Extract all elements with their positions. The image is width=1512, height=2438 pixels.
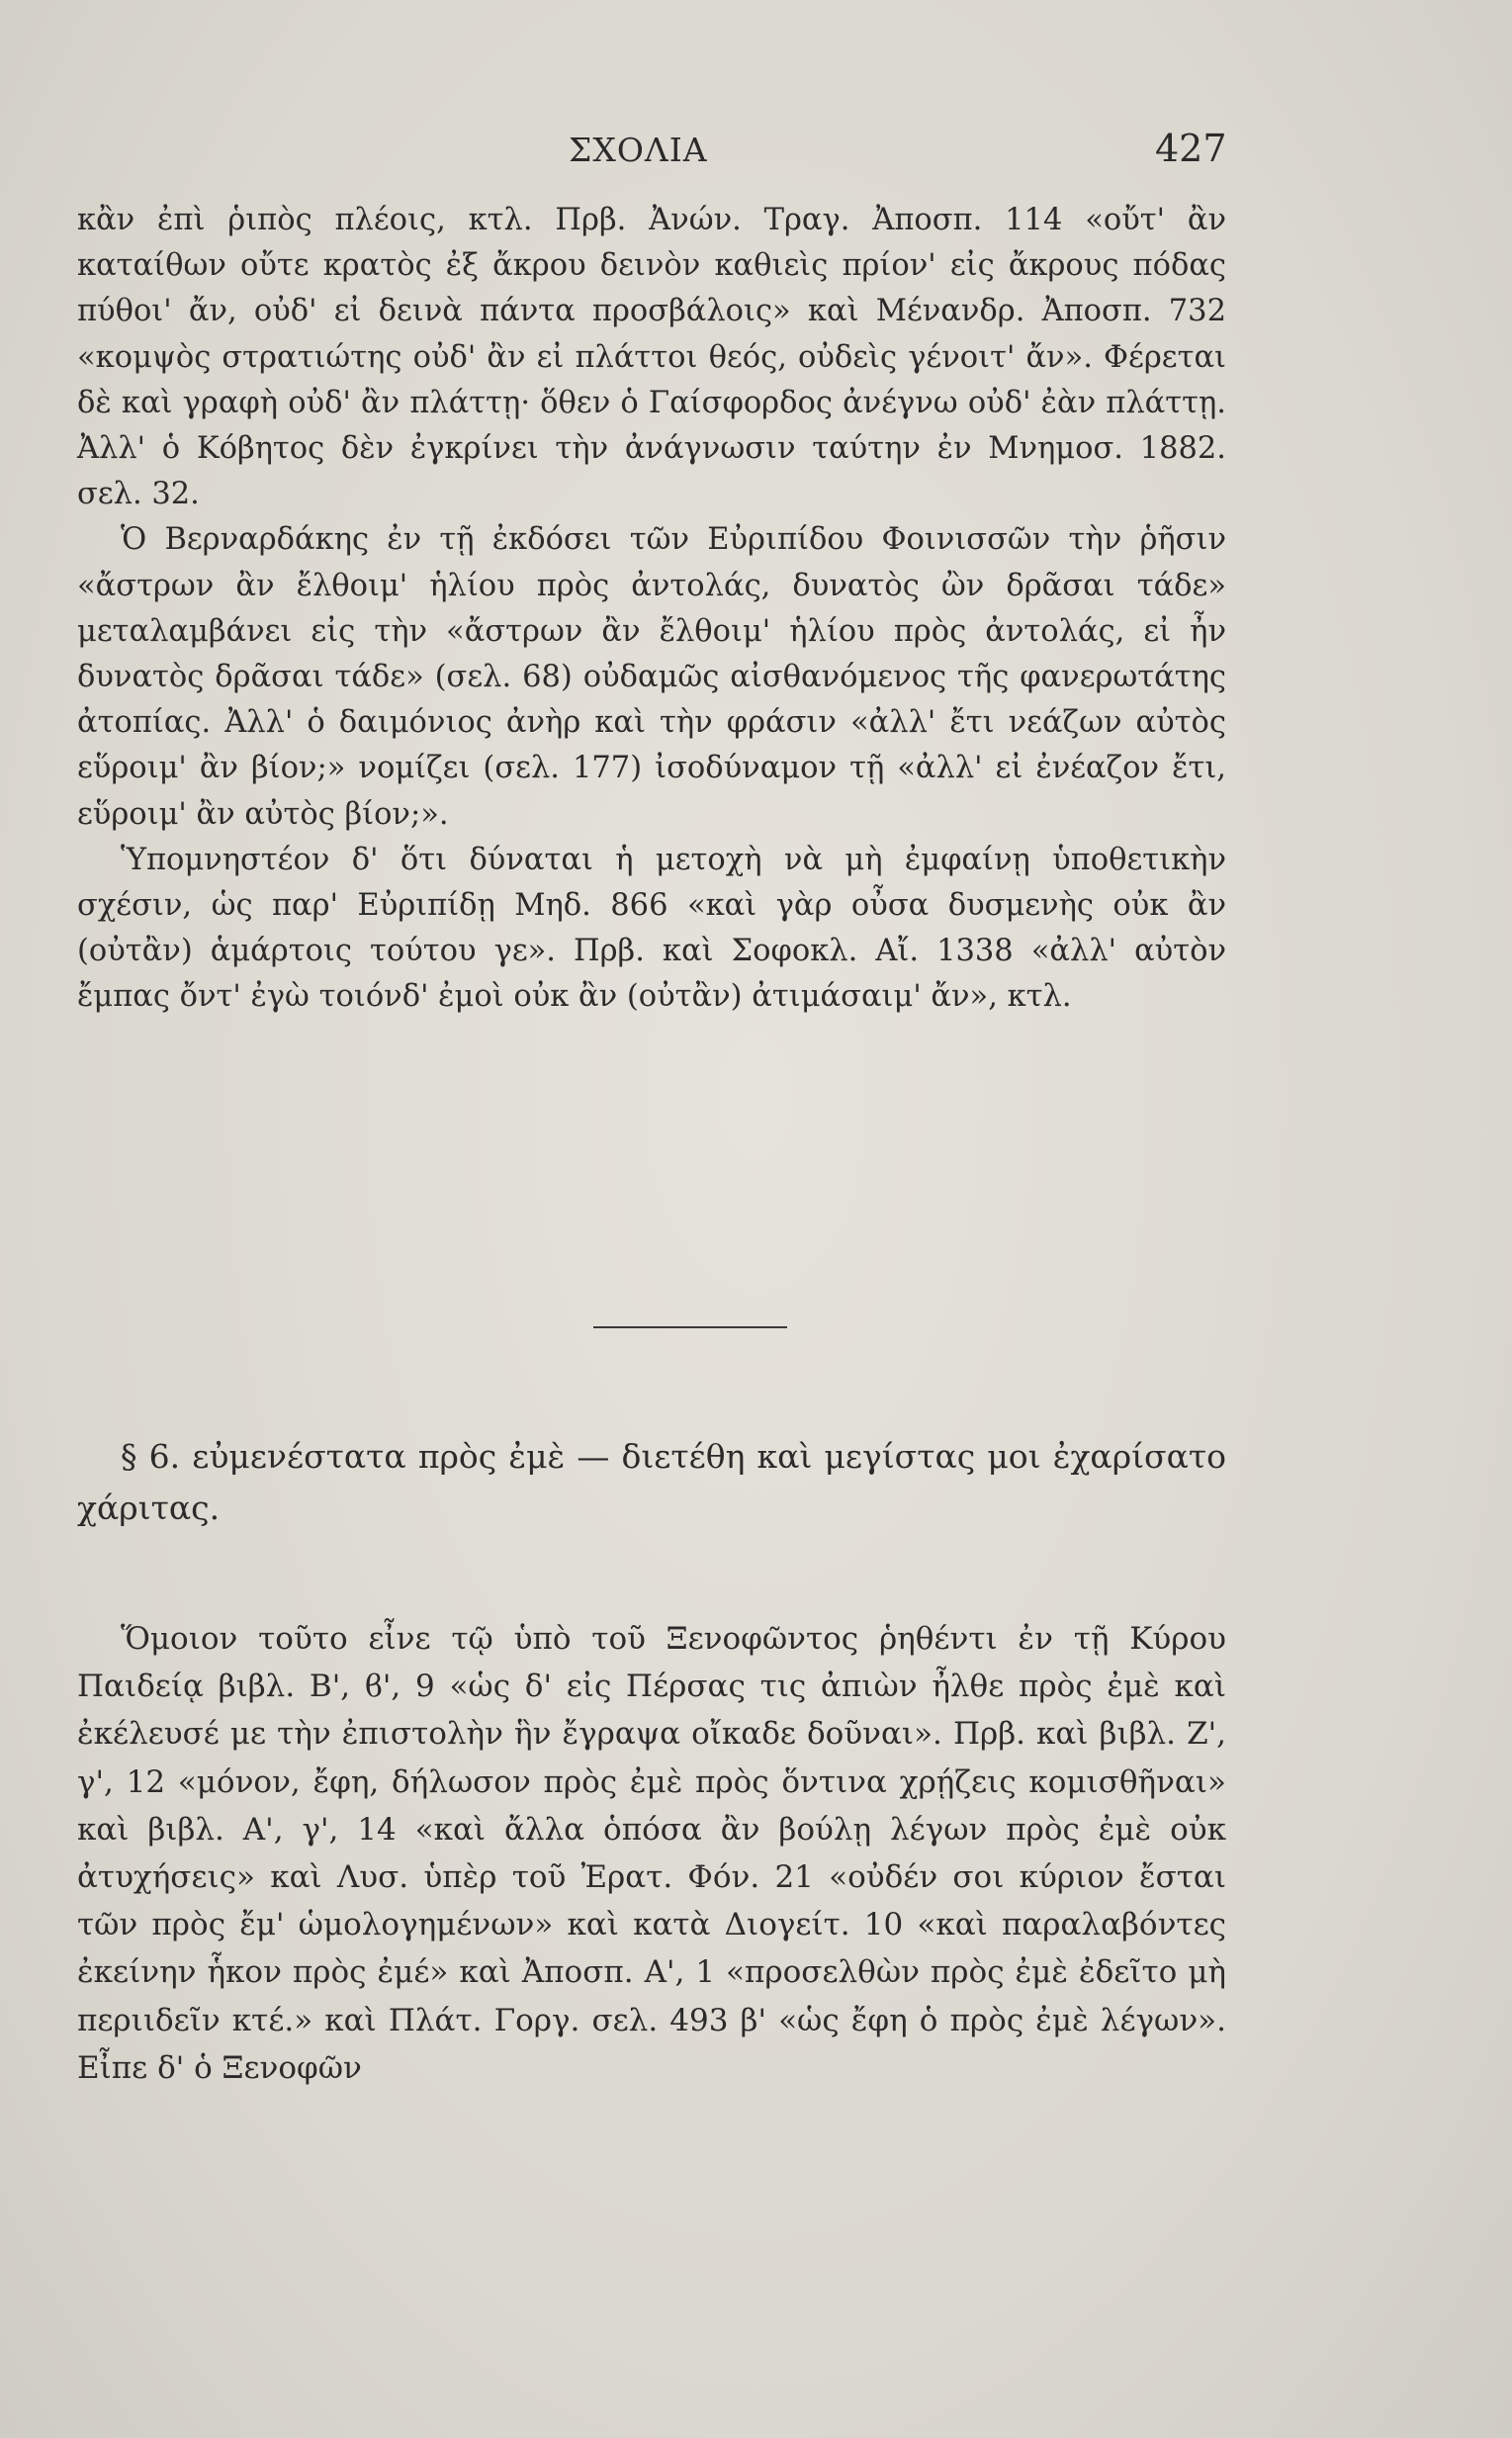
section-heading: § 6. εὐμενέστατα πρὸς ἐμὲ — διετέθη καὶ μεγίστας μοι ἐχαρίσατο χάριτας. <box>77 1437 1226 1527</box>
paragraph-1: κἂν ἐπὶ ῥιπὸς πλέοις, κτλ. Πρβ. Ἀνών. Τραγ. Ἀποσπ. 114 «οὔτ' ἂν καταίθων οὔτε κρατὸς ἐξ ἄκρου δεινὸν καθιεὶς πρίον' εἰς ἄκρους πόδας πύθοι' ἄν, οὐδ' εἰ δεινὰ πάντα προσβάλοις» καὶ Μένανδρ. Ἀποσπ. 732 «κομψὸς στρατιώτης οὐδ' ἂν εἰ πλάττοι θεός, οὐδεὶς γένοιτ' ἄν». Φέρεται δὲ καὶ γραφὴ οὐδ' ἂν πλάττῃ· ὅθεν ὁ Γαίσφορδος ἀνέγνω οὐδ' ἐὰν πλάττῃ. Ἀλλ' ὁ Κόβητος δὲν ἐγκρίνει τὴν ἀνάγνωσιν ταύτην ἐν Μνημοσ. 1882. σελ. 32. <box>77 203 1226 512</box>
paragraph-3: Ὑπομνηστέον δ' ὅτι δύναται ἡ μετοχὴ νὰ μὴ ἐμφαίνῃ ὑποθετικὴν σχέσιν, ὡς παρ' Εὐριπίδῃ Μηδ. 866 «καὶ γὰρ οὖσα δυσμενὴς οὐκ ἂν (οὐτἂν) ἁμάρτοις τούτου γε». Πρβ. καὶ Σοφοκλ. Αἴ. 1338 «ἀλλ' αὐτὸν ἔμπας ὄντ' ἐγὼ τοιόνδ' ἐμοὶ οὐκ ἂν (οὐτἂν) ἀτιμάσαιμ' ἄν», κτλ. <box>77 842 1226 1015</box>
page-header <box>0 127 1512 180</box>
section-body-block <box>77 1615 1226 2092</box>
page-number: 427 <box>1155 127 1227 170</box>
section-divider <box>593 1326 787 1328</box>
commentary-block <box>77 198 1226 1021</box>
running-title: ΣΧΟΛΙΑ <box>569 131 708 169</box>
paragraph-4: Ὅμοιον τοῦτο εἶνε τῷ ὑπὸ τοῦ Ξενοφῶντος ῥηθέντι ἐν τῇ Κύρου Παιδείᾳ βιβλ. Β', ϐ', 9 «ὡς δ' εἰς Πέρσας τις ἀπιὼν ἦλθε πρὸς ἐμὲ καὶ ἐκέλευσέ με τὴν ἐπιστολὴν ἣν ἔγραψα οἴκαδε δοῦναι». Πρβ. καὶ βιβλ. Ζ', γ', 12 «μόνον, ἔφη, δήλωσον πρὸς ἐμὲ πρὸς ὅντινα χρῄζεις κομισθῆναι» καὶ βιβλ. Α', γ', 14 «καὶ ἄλλα ὁπόσα ἂν βούλῃ λέγων πρὸς ἐμὲ οὐκ ἀτυχήσεις» καὶ Λυσ. ὑπὲρ τοῦ Ἐρατ. Φόν. 21 «οὐδέν σοι κύριον ἔσται τῶν πρὸς ἔμ' ὡμολογημένων» καὶ κατὰ Διογείτ. 10 «καὶ παραλαβόντες ἐκείνην ἧκον πρὸς ἐμέ» καὶ Ἀποσπ. Α', 1 «προσελθὼν πρὸς ἐμὲ ἐδεῖτο μὴ περιιδεῖν κτέ.» καὶ Πλάτ. Γοργ. σελ. 493 β' «ὡς ἔφη ὁ πρὸς ἐμὲ λέγων». Εἶπε δ' ὁ Ξενοφῶν <box>77 1621 1226 2086</box>
section-heading-block <box>77 1431 1226 1534</box>
paragraph-2: Ὁ Βερναρδάκης ἐν τῇ ἐκδόσει τῶν Εὐριπίδου Φοινισσῶν τὴν ῥῆσιν «ἄστρων ἂν ἔλθοιμ' ἡλίου πρὸς ἀντολάς, δυνατὸς ὢν δρᾶσαι τάδε» μεταλαμβάνει εἰς τὴν «ἄστρων ἂν ἔλθοιμ' ἡλίου πρὸς ἀντολάς, εἰ ἦν δυνατὸς δρᾶσαι τάδε» (σελ. 68) οὐδαμῶς αἰσθανόμενος τῆς φανερωτάτης ἀτοπίας. Ἀλλ' ὁ δαιμόνιος ἀνὴρ καὶ τὴν φράσιν «ἀλλ' ἔτι νεάζων αὐτὸς εὕροιμ' ἂν βίον;» νομίζει (σελ. 177) ἰσοδύναμον τῇ «ἀλλ' εἰ ἐνέαζον ἔτι, εὕροιμ' ἂν αὐτὸς βίον;». <box>77 522 1226 832</box>
